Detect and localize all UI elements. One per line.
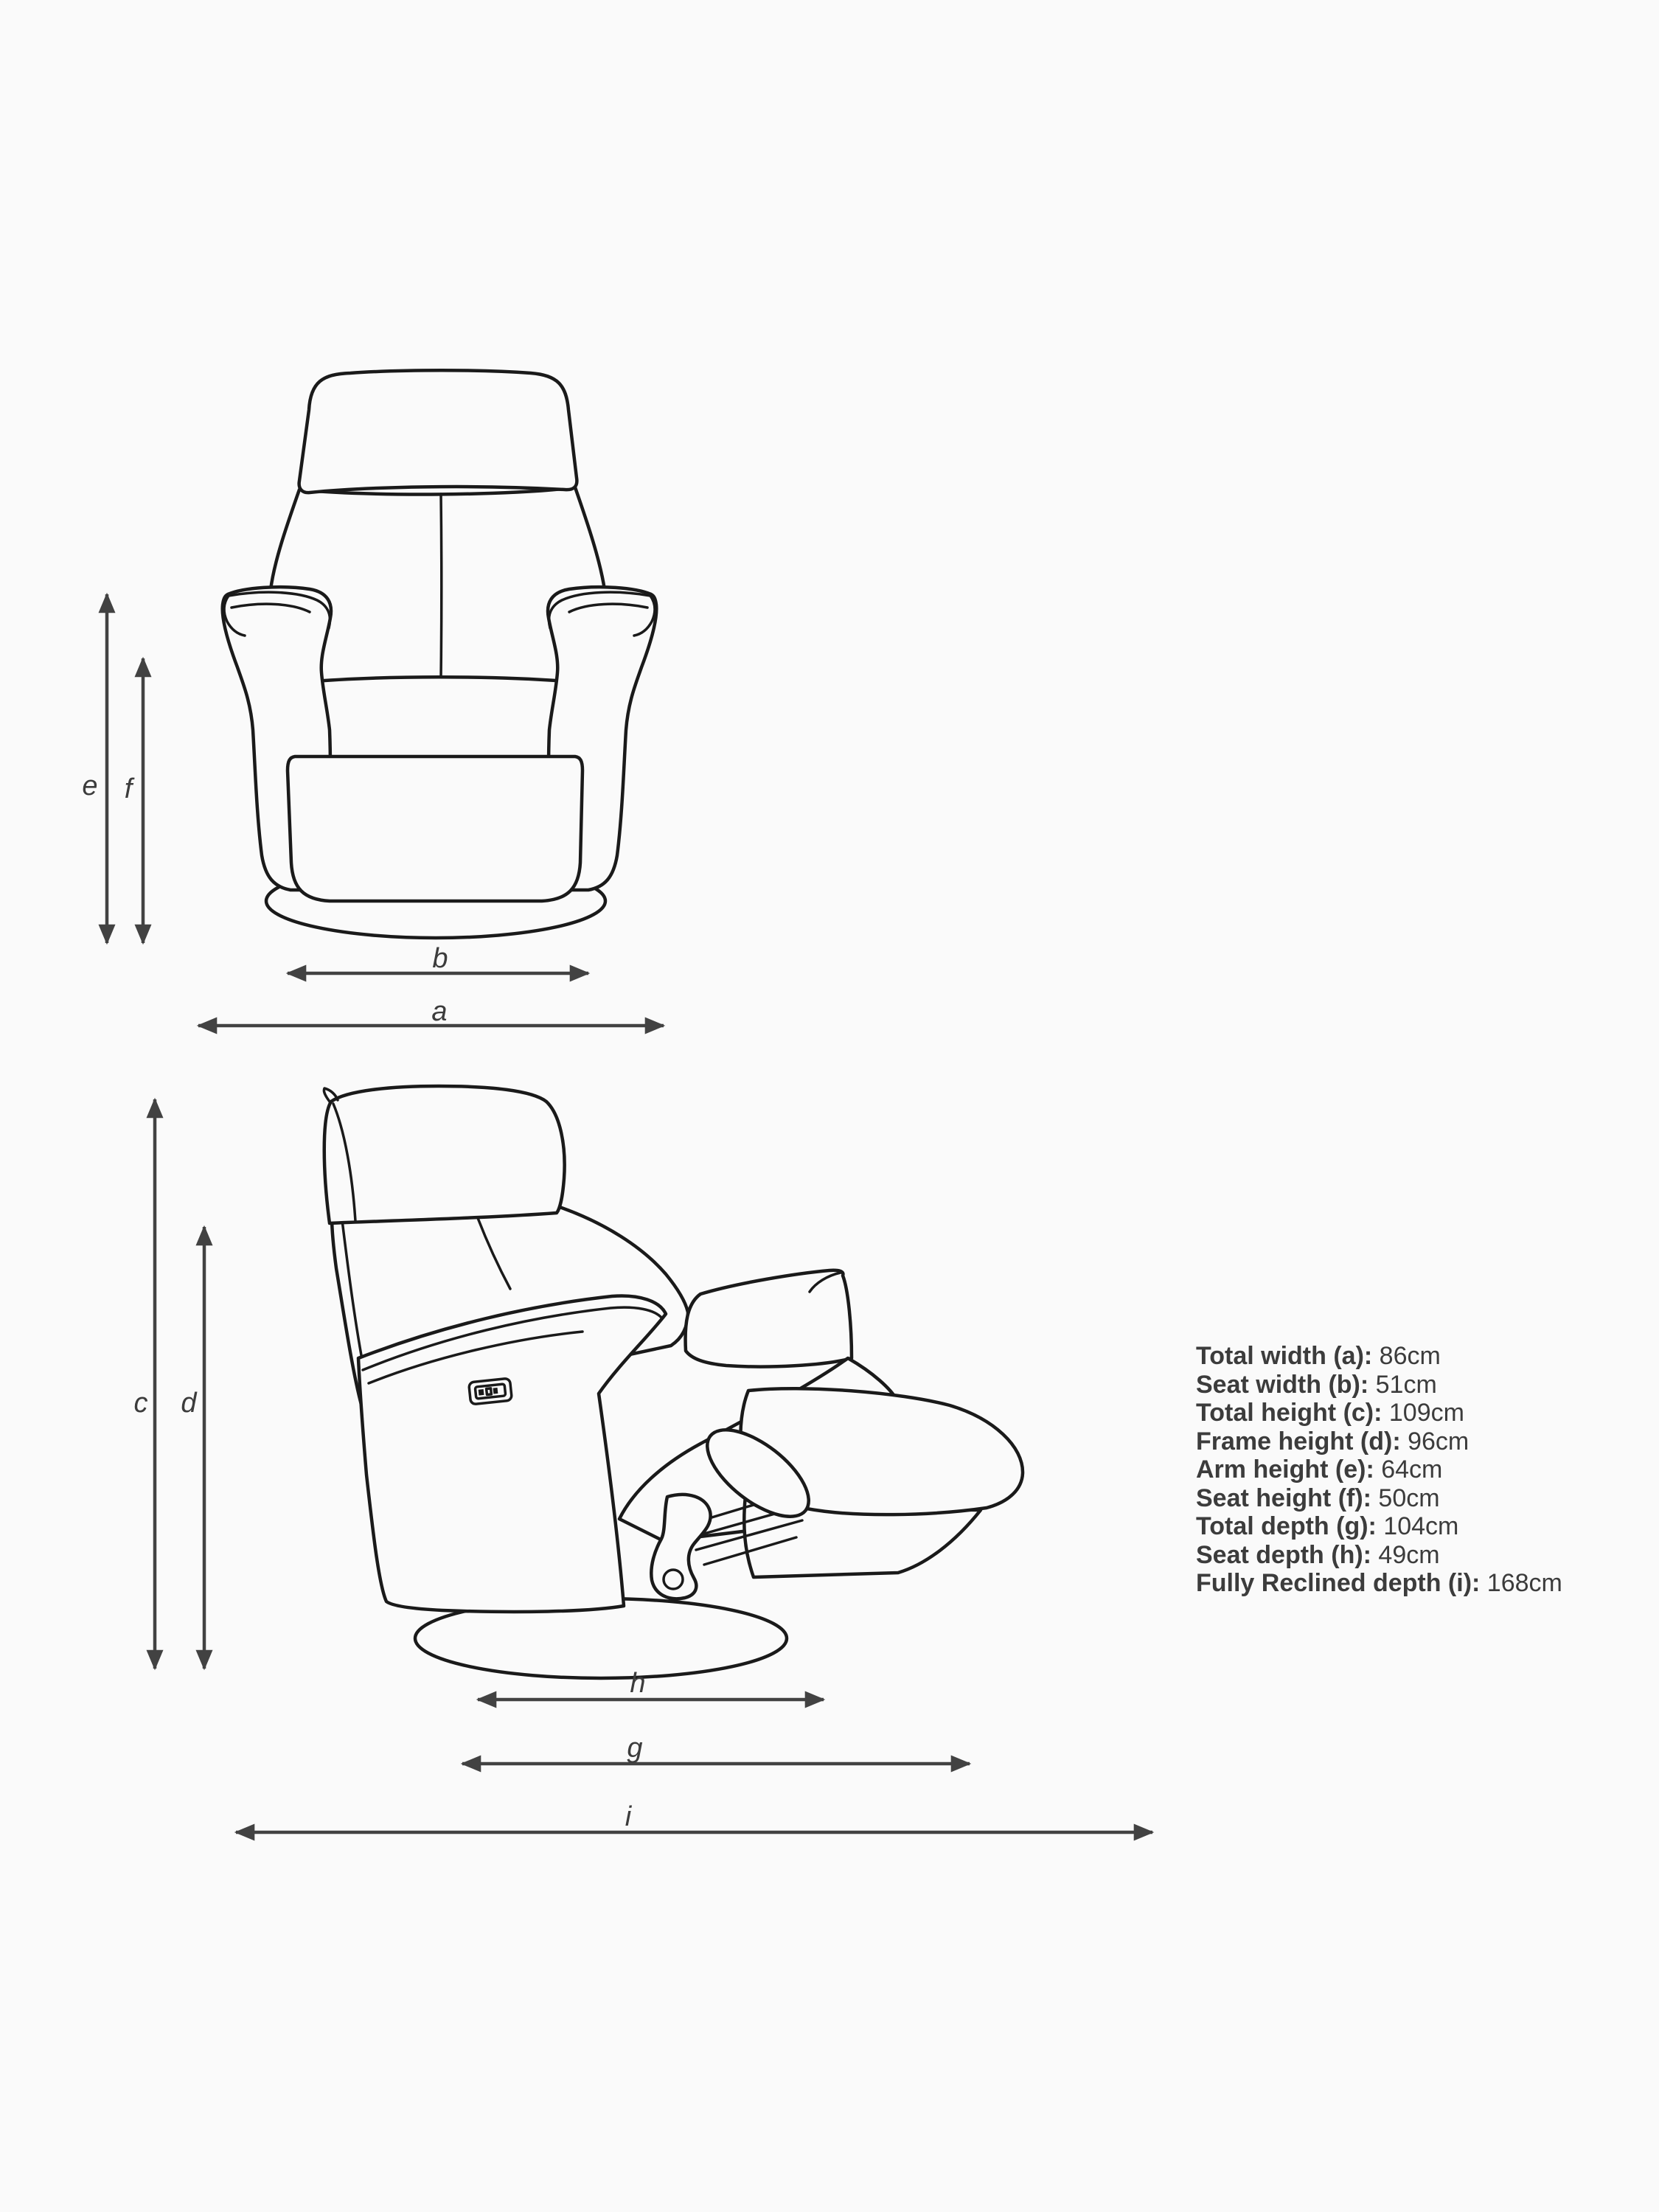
dim-label-c: c [133, 1388, 148, 1419]
spec-row-value: 50cm [1371, 1484, 1440, 1512]
dim-label-f: f [124, 773, 133, 804]
spec-row-value: 104cm [1376, 1512, 1459, 1540]
spec-row [1196, 1541, 1562, 1570]
dim-label-g: g [627, 1733, 643, 1764]
spec-row-label: Seat width (b): [1196, 1370, 1369, 1399]
spec-row [1196, 1371, 1562, 1399]
dim-label-a: a [431, 996, 448, 1027]
dim-label-i: i [625, 1801, 632, 1832]
front-panel [288, 757, 582, 901]
spec-row-value: 51cm [1368, 1370, 1437, 1399]
dim-label-b: b [432, 943, 448, 974]
side-pivot-bolt [664, 1570, 683, 1589]
spec-row [1196, 1455, 1562, 1484]
dim-label-d: d [181, 1388, 197, 1419]
spec-row-label: Fully Reclined depth (i): [1196, 1569, 1481, 1597]
spec-row [1196, 1399, 1562, 1427]
front-headrest [299, 370, 577, 493]
spec-row-label: Total width (a): [1196, 1342, 1373, 1370]
spec-row-value: 96cm [1400, 1427, 1470, 1455]
recliner-control-pad [469, 1378, 512, 1405]
front-seat-cushion [292, 677, 589, 759]
spec-row [1196, 1342, 1562, 1371]
spec-row-label: Frame height (d): [1196, 1427, 1401, 1455]
spec-row [1196, 1484, 1562, 1513]
side-headrest [324, 1086, 565, 1223]
spec-list [1196, 1342, 1562, 1598]
spec-row-label: Seat height (f): [1196, 1484, 1371, 1512]
spec-row [1196, 1427, 1562, 1456]
spec-row-value: 86cm [1372, 1342, 1441, 1370]
spec-row [1196, 1569, 1562, 1598]
spec-row-label: Total depth (g): [1196, 1512, 1377, 1540]
spec-row-value: 168cm [1480, 1569, 1562, 1597]
front-view-chair-drawing [223, 370, 657, 938]
front-backrest-seam [441, 494, 442, 677]
side-far-arm-wing [686, 1270, 852, 1367]
spec-row [1196, 1512, 1562, 1541]
spec-row-label: Total height (c): [1196, 1399, 1382, 1427]
spec-row-value: 64cm [1374, 1455, 1443, 1484]
dim-label-h: h [630, 1668, 646, 1699]
spec-row-label: Seat depth (h): [1196, 1540, 1371, 1569]
side-view-chair-drawing [324, 1086, 1023, 1678]
spec-row-value: 109cm [1382, 1399, 1464, 1427]
spec-row-label: Arm height (e): [1196, 1455, 1374, 1484]
spec-row-value: 49cm [1371, 1540, 1440, 1569]
dim-label-e: e [82, 771, 98, 801]
